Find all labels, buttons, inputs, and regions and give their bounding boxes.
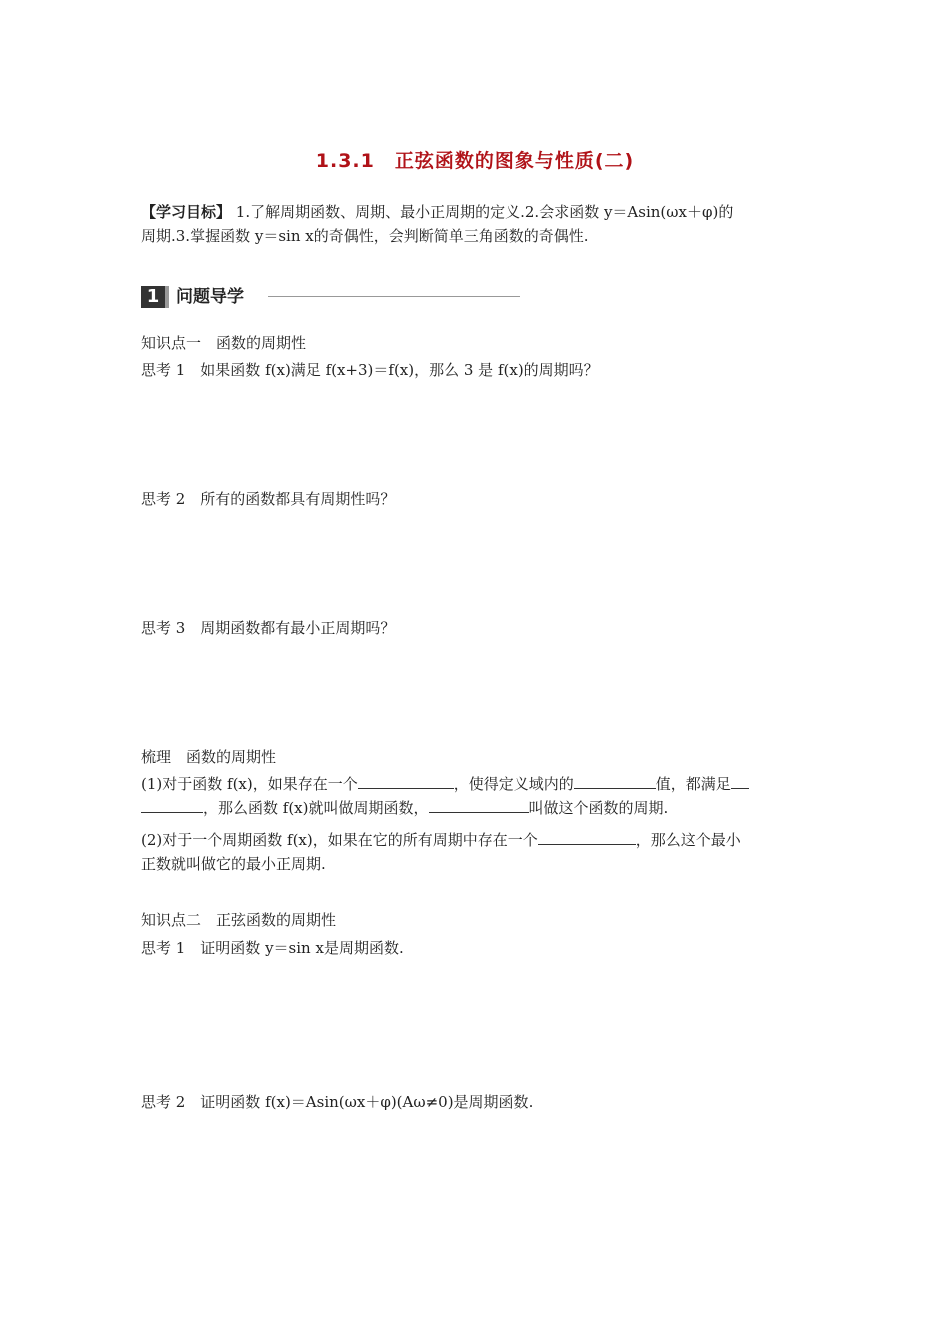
fill-blank[interactable] bbox=[731, 774, 749, 789]
summary-heading: 梳理 函数的周期性 bbox=[141, 748, 277, 766]
summary-p1-text-d: ，那么函数 f(x)就叫做周期函数， bbox=[203, 799, 429, 817]
kp1-question-2: 思考 2 所有的函数都具有周期性吗？ bbox=[141, 490, 396, 508]
kp1-question-1: 思考 1 如果函数 f(x)满足 f(x+3)＝f(x)，那么 3 是 f(x)的周期吗？ bbox=[141, 361, 599, 379]
fill-blank[interactable] bbox=[538, 830, 636, 845]
summary-p1-text-a: (1)对于函数 f(x)，如果存在一个 bbox=[141, 775, 358, 793]
kp2-question-2: 思考 2 证明函数 f(x)＝Asin(ωx＋φ)(Aω≠0)是周期函数. bbox=[141, 1093, 534, 1111]
kp1-heading: 知识点一 函数的周期性 bbox=[141, 334, 307, 352]
section-number-badge: 1 bbox=[141, 286, 165, 308]
summary-p1-text-c: 值，都满足 bbox=[655, 775, 731, 793]
summary-paragraph-2 bbox=[141, 828, 811, 876]
fill-blank[interactable] bbox=[574, 774, 656, 789]
fill-blank[interactable] bbox=[429, 798, 529, 813]
kp1-question-3: 思考 3 周期函数都有最小正周期吗？ bbox=[141, 619, 396, 637]
summary-p1-text-e: 叫做这个函数的周期. bbox=[528, 799, 669, 817]
objectives-line2: 周期.3.掌握函数 y＝sin x的奇偶性，会判断简单三角函数的奇偶性. bbox=[141, 227, 589, 245]
learning-objectives bbox=[141, 200, 811, 248]
section-title: 问题导学 bbox=[176, 287, 244, 307]
page-title: 1.3.1 正弦函数的图象与性质(二) bbox=[315, 150, 635, 172]
summary-p2-text-c: 正数就叫做它的最小正周期. bbox=[141, 855, 326, 873]
fill-blank[interactable] bbox=[141, 798, 203, 813]
summary-p2-text-b: ，那么这个最小 bbox=[635, 831, 741, 849]
kp2-question-1: 思考 1 证明函数 y＝sin x是周期函数. bbox=[141, 939, 404, 957]
kp2-heading: 知识点二 正弦函数的周期性 bbox=[141, 911, 337, 929]
objectives-line1: 1.了解周期函数、周期、最小正周期的定义.2.会求函数 y＝Asin(ωx＋φ)的 bbox=[235, 203, 734, 221]
summary-paragraph-1 bbox=[141, 772, 811, 820]
summary-p1-text-b: ，使得定义域内的 bbox=[453, 775, 574, 793]
fill-blank[interactable] bbox=[358, 774, 454, 789]
summary-p2-text-a: (2)对于一个周期函数 f(x)，如果在它的所有周期中存在一个 bbox=[141, 831, 538, 849]
objectives-label: 【学习目标】 bbox=[141, 203, 232, 221]
section-rule bbox=[268, 296, 520, 297]
